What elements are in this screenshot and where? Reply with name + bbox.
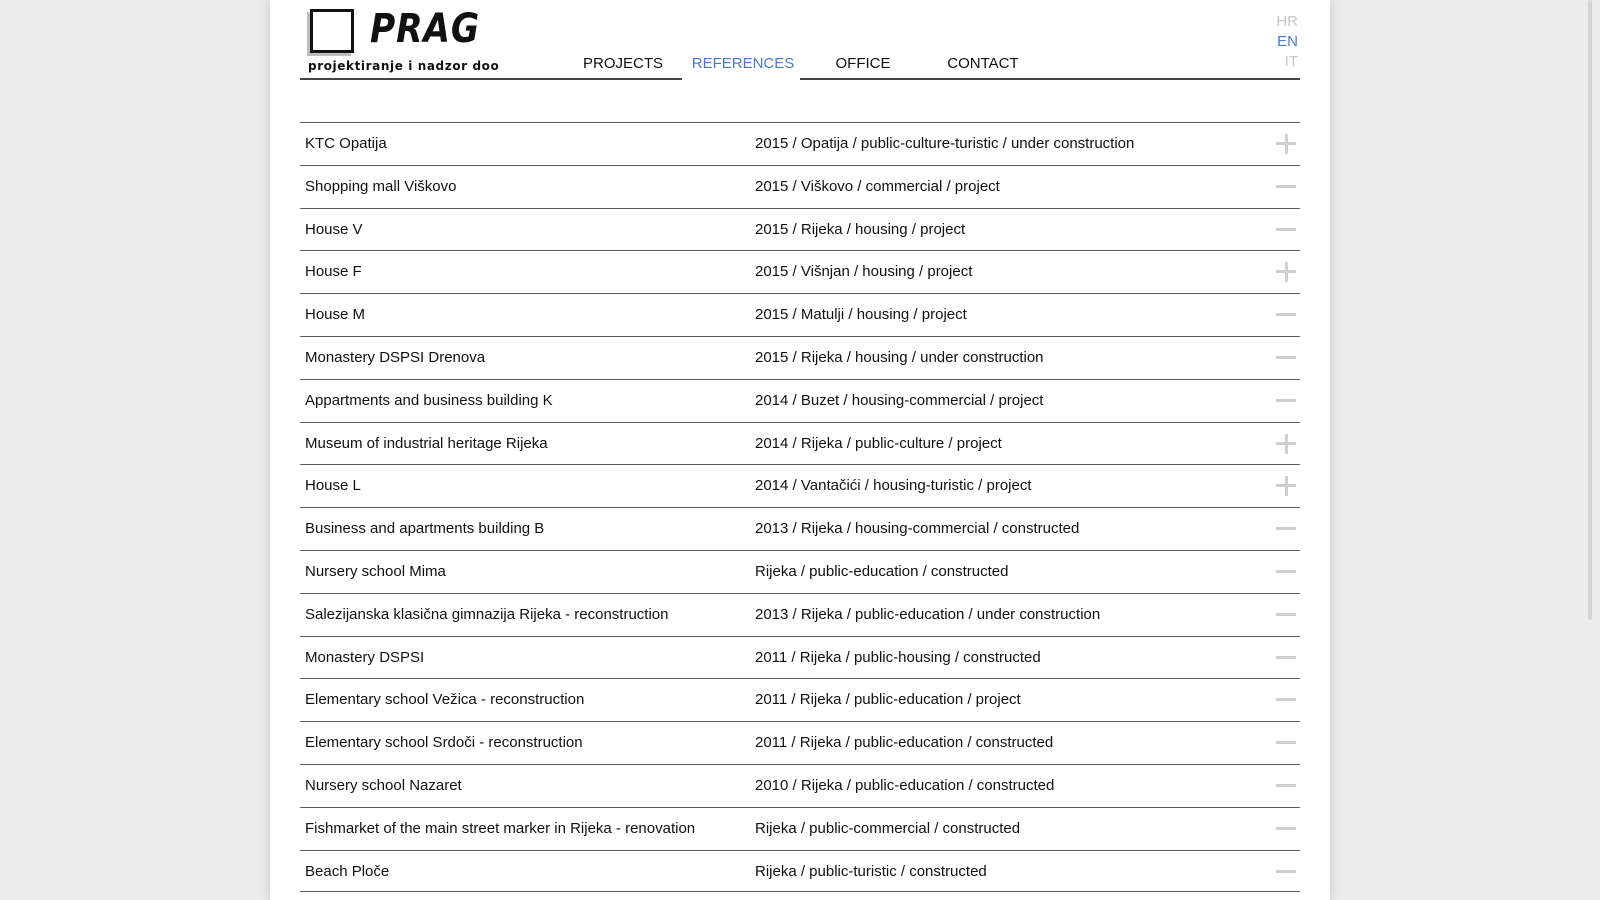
reference-row[interactable] [300,293,1300,336]
plus-icon[interactable] [1276,262,1296,282]
reference-details: 2011 / Rijeka / public-education / constructed [755,734,1054,752]
plus-icon[interactable] [1276,434,1296,454]
reference-name: Shopping mall Viškovo [305,177,457,195]
reference-name: Monastery DSPSI Drenova [305,348,486,366]
logo-subtitle: projektiranje i nadzor doo [308,59,500,73]
reference-row[interactable] [300,250,1300,293]
reference-row[interactable] [300,336,1300,379]
reference-details: 2015 / Višnjan / housing / project [755,263,973,281]
minus-icon[interactable] [1276,391,1296,411]
reference-name: Nursery school Mima [305,562,446,580]
reference-name: House L [305,477,361,495]
reference-details: 2014 / Rijeka / public-culture / project [755,434,1002,452]
lang-en[interactable]: EN [1277,33,1298,50]
reference-name: Monastery DSPSI [305,648,425,666]
minus-icon[interactable] [1276,733,1296,753]
reference-row[interactable] [300,850,1300,893]
reference-details: 2015 / Rijeka / housing / project [755,220,966,238]
reference-details: 2015 / Viškovo / commercial / project [755,177,1000,195]
reference-name: Elementary school Vežica - reconstruction [305,691,585,709]
logo-square-icon [310,9,354,53]
header-underline-right [800,78,1300,80]
reference-name: Beach Ploče [305,862,390,880]
header-underline-left [300,78,682,80]
reference-name: Nursery school Nazaret [305,776,462,794]
site-header [300,0,1300,82]
reference-details: 2014 / Buzet / housing-commercial / project [755,391,1044,409]
language-switcher [1276,12,1298,72]
reference-name: House M [305,306,366,324]
reference-name: Salezijanska klasična gimnazija Rijeka - reconstruction [305,605,669,623]
reference-row[interactable] [300,464,1300,507]
minus-icon[interactable] [1276,305,1296,325]
reference-details: 2014 / Vantačići / housing-turistic / project [755,477,1032,495]
logo-name: PRAG [370,6,480,52]
lang-hr[interactable]: HR [1276,13,1298,30]
minus-icon[interactable] [1276,819,1296,839]
reference-name: Business and apartments building B [305,520,545,538]
reference-row[interactable] [300,721,1300,764]
nav-item-office[interactable]: OFFICE [835,55,891,72]
reference-row[interactable] [300,807,1300,850]
lang-it[interactable]: IT [1284,53,1298,70]
reference-details: 2015 / Opatija / public-culture-turistic / under construction [755,135,1135,152]
reference-name: Elementary school Srdoči - reconstruction [305,734,583,752]
references-table [300,122,1300,892]
minus-icon[interactable] [1276,519,1296,539]
minus-icon[interactable] [1276,605,1296,625]
reference-row[interactable] [300,122,1300,165]
minus-icon[interactable] [1276,690,1296,710]
reference-details: 2011 / Rijeka / public-housing / constructed [755,648,1041,666]
reference-row[interactable] [300,550,1300,593]
reference-details: 2015 / Matulji / housing / project [755,306,967,324]
scrollbar[interactable] [1588,0,1592,620]
reference-details: Rijeka / public-commercial / constructed [755,819,1021,837]
main-nav [300,55,1300,77]
reference-name: Fishmarket of the main street marker in Rijeka - renovation [305,819,696,837]
minus-icon[interactable] [1276,562,1296,582]
plus-icon[interactable] [1276,134,1296,154]
reference-row[interactable] [300,764,1300,807]
reference-name: Appartments and business building K [305,391,553,409]
reference-row[interactable] [300,208,1300,251]
reference-name: KTC Opatija [305,135,387,152]
minus-icon[interactable] [1276,220,1296,240]
minus-icon[interactable] [1276,177,1296,197]
nav-item-references[interactable]: REFERENCES [691,55,795,72]
reference-name: House V [305,220,363,238]
reference-row[interactable] [300,678,1300,721]
reference-row[interactable] [300,636,1300,679]
reference-details: 2011 / Rijeka / public-education / project [755,691,1021,709]
reference-name: Museum of industrial heritage Rijeka [305,434,548,452]
reference-row[interactable] [300,593,1300,636]
reference-details: Rijeka / public-education / constructed [755,562,1009,580]
minus-icon[interactable] [1276,776,1296,796]
minus-icon[interactable] [1276,648,1296,668]
reference-details: 2010 / Rijeka / public-education / constructed [755,776,1055,794]
reference-row[interactable] [300,422,1300,465]
minus-icon[interactable] [1276,862,1296,882]
reference-name: House F [305,263,362,281]
reference-row[interactable] [300,379,1300,422]
reference-row[interactable] [300,507,1300,550]
reference-details: Rijeka / public-turistic / constructed [755,862,987,880]
reference-details: 2013 / Rijeka / public-education / under construction [755,605,1101,623]
reference-details: 2015 / Rijeka / housing / under construction [755,348,1044,366]
nav-item-contact[interactable]: CONTACT [947,55,1019,72]
page-container [270,0,1330,900]
reference-row[interactable] [300,165,1300,208]
nav-item-projects[interactable]: PROJECTS [582,55,663,72]
reference-details: 2013 / Rijeka / housing-commercial / constructed [755,520,1080,538]
plus-icon[interactable] [1276,476,1296,496]
minus-icon[interactable] [1276,348,1296,368]
